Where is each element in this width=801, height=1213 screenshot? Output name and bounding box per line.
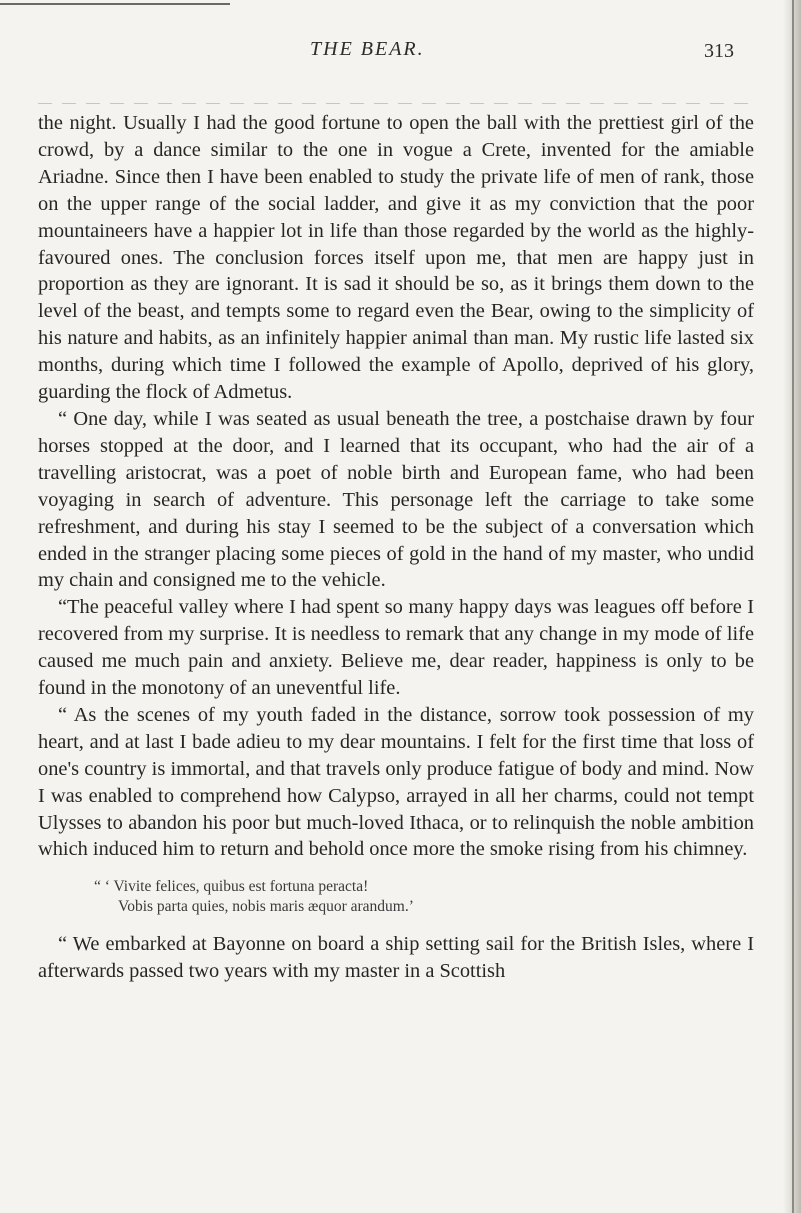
page-edge-line [792, 0, 794, 1213]
paragraph: “ One day, while I was seated as usual beneath the tree, a postchaise drawn by four horses stopped at the door, and I learned that its occupant, who had the air of a travelling aristocrat, was a poet of noble birth and European fame, who had been voyaging in search of adventure. This personage left the carriage to take some refreshment, and during his stay I seemed to be the subject of a conversation which ended in the stranger placing some pieces of gold in the hand of my master, who undid my chain and consigned me to the vehicle. [38, 407, 754, 592]
latin-verse-quote [38, 877, 754, 917]
verse-line: Vobis parta quies, nobis maris æquor arandum.’ [118, 898, 414, 916]
header-rule [38, 103, 754, 104]
top-edge-rule [0, 3, 230, 5]
page-header [0, 38, 801, 68]
body-text [38, 110, 754, 985]
running-head: THE BEAR. [310, 38, 425, 60]
verse-line: “ ‘ Vivite felices, quibus est fortuna peracta! [94, 878, 369, 896]
paragraph: the night. Usually I had the good fortune to open the ball with the prettiest girl of the crowd, by a dance similar to the one in vogue a Crete, invented for the amiable Ariadne. Since then I have been enabled to study the private life of men of rank, those on the upper range of the social ladder, and give it as my conviction that the poor mountaineers have a happier lot in life than those regarded by the world as the highly-favoured ones. The conclusion forces itself upon me, that men are happy just in proportion as they are ignorant. It is sad it should be so, as it brings them down to the level of the beast, and tempts some to regard even the Bear, owing to the simplicity of his nature and habits, as an infinitely happier animal than man. My rustic life lasted six months, during which time I followed the example of Apollo, deprived of his glory, guarding the flock of Admetus. [38, 112, 754, 404]
page-number: 313 [704, 40, 734, 62]
paragraph: “The peaceful valley where I had spent so many happy days was leagues off before I recovered from my surprise. It is needless to remark that any change in my mode of life caused me much pain and anxiety. Believe me, dear reader, happiness is only to be found in the monotony of an uneventful life. [38, 596, 754, 700]
paragraph: “ As the scenes of my youth faded in the distance, sorrow took possession of my heart, and at last I bade adieu to my dear mountains. I felt for the first time that loss of one's country is immortal, and that travels only produce fatigue of body and mind. Now I was enabled to comprehend how Calypso, arrayed in all her charms, could not tempt Ulysses to abandon his poor but much-loved Ithaca, or to relinquish the noble ambition which induced him to return and behold once more the smoke rising from his chimney. [38, 703, 754, 861]
paragraph: “ We embarked at Bayonne on board a ship setting sail for the British Isles, where I afterwards passed two years with my master in a Scottish [38, 933, 754, 983]
